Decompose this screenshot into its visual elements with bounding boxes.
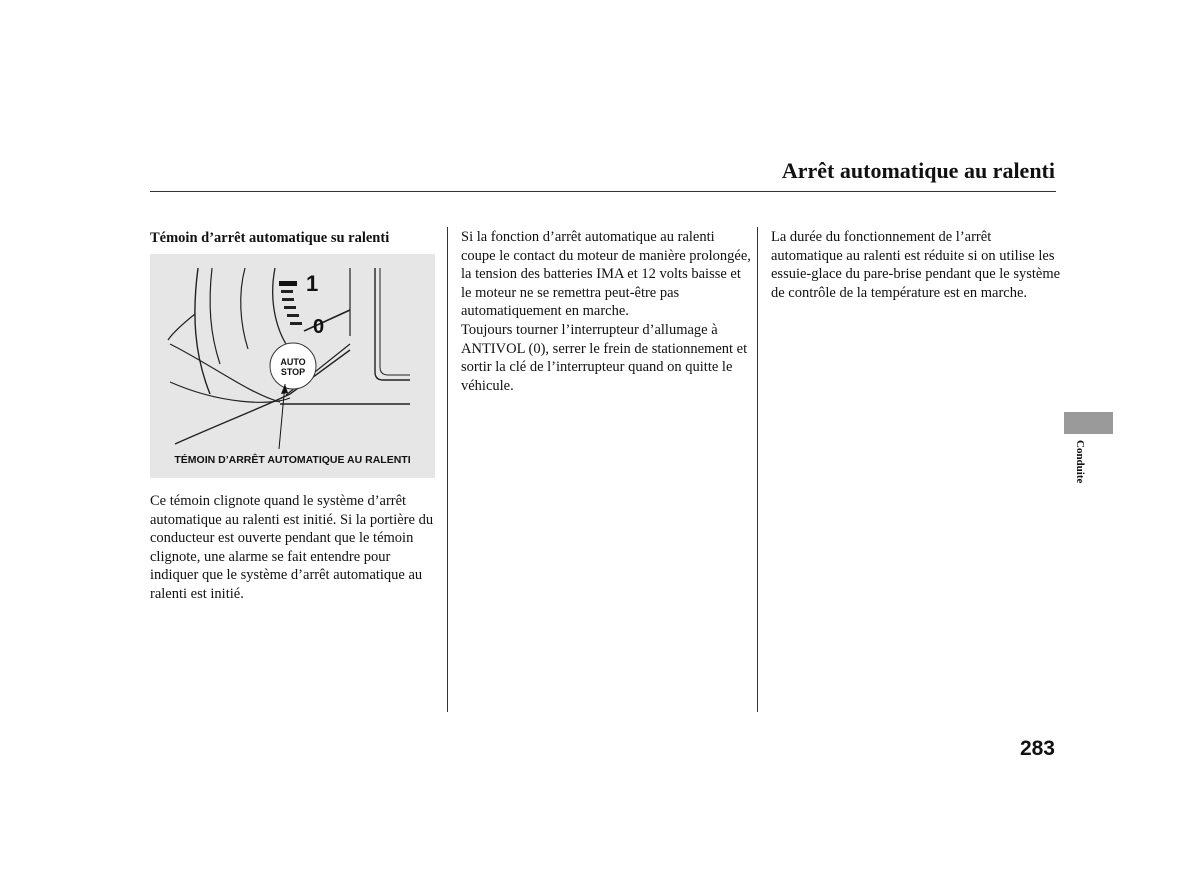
section-tab xyxy=(1064,412,1113,434)
auto-stop-text-line1: AUTO xyxy=(280,357,306,367)
paragraph: La durée du fonctionnement de l’arrêt automatique au ralenti est réduite si on utilise les essuie-glace du pare-brise pendant que le système de contrôle de la température est en marche. xyxy=(771,229,1061,301)
column-divider xyxy=(447,227,448,712)
section-heading: Témoin d’arrêt automatique su ralenti xyxy=(150,230,390,246)
page-number: 283 xyxy=(1019,737,1055,760)
auto-stop-text-line2: STOP xyxy=(280,367,306,377)
paragraph: Toujours tourner l’interrupteur d’allumage à ANTIVOL (0), serrer le frein de stationnement et sortir la clé de l’interrupteur quand on quitte le véhicule. xyxy=(461,321,748,394)
indicator-illustration xyxy=(150,254,435,478)
column-divider xyxy=(757,227,758,712)
column-left xyxy=(150,228,440,610)
gauge-drawing xyxy=(150,254,435,478)
column-middle xyxy=(461,228,751,401)
gauge-label-1: 1 xyxy=(306,271,319,296)
figure-caption: TÉMOIN D’ARRÊT AUTOMATIQUE AU RALENTI xyxy=(174,454,411,466)
page-title: Arrêt automatique au ralenti xyxy=(781,158,1055,183)
gauge-label-0: 0 xyxy=(313,316,325,338)
section-label: Conduite xyxy=(1074,440,1086,484)
paragraph: Si la fonction d’arrêt automatique au ralenti coupe le contact du moteur de manière prolongée, la tension des batteries IMA et 12 volts baisse et le moteur ne se remettra peut-être pas automatiquement en marche. xyxy=(461,229,751,320)
title-divider xyxy=(150,191,1056,192)
column-right xyxy=(771,228,1063,308)
paragraph: Ce témoin clignote quand le système d’arrêt automatique au ralenti est initié. Si la portière du conducteur est ouverte pendant que le témoin clignote, une alarme se fait entendre pour indiquer que le système d’arrêt automatique au ralenti est initié. xyxy=(150,493,434,602)
